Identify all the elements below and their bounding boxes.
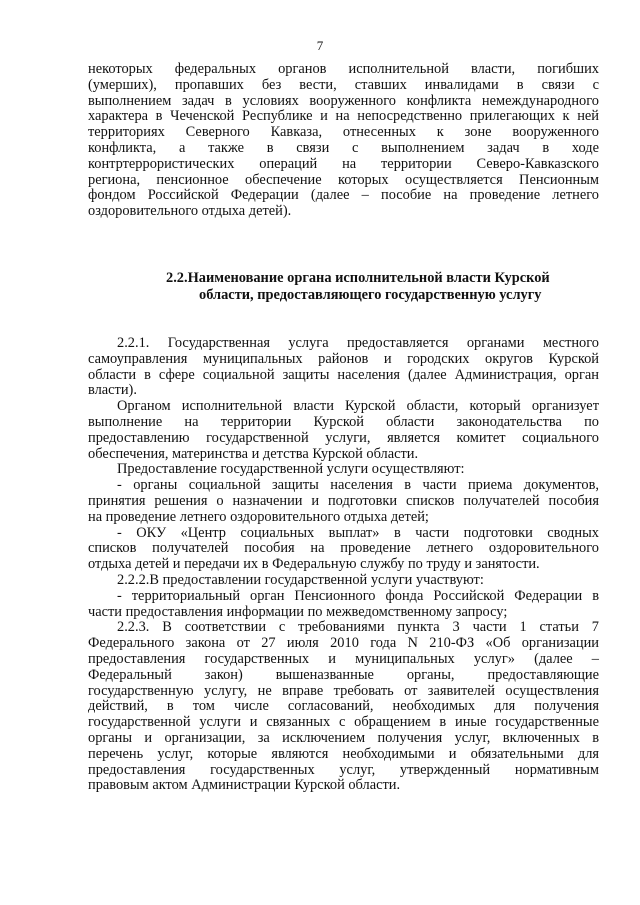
text-line: - органы социальной защиты населения в части приема документов, (117, 477, 599, 494)
text-line: перечень услуг, которые являются необходимыми и обязательными для (88, 745, 599, 762)
text-line: органы и организации, за исключением получения услуг, включенных в (88, 729, 599, 746)
text-line: государственной услуги и связанных с обращением в иные государственные (88, 714, 599, 731)
text-line: Федеральный закон) вышеназванные органы, предоставляющие (88, 666, 599, 683)
page-number: 7 (316, 38, 324, 53)
text-line: правовым актом Администрации Курской области. (88, 777, 401, 794)
text-line: контртеррористических операций на территории Северо-Кавказского (88, 155, 599, 172)
text-line: предоставления государственных и муниципальных услуг» (далее – (88, 650, 599, 667)
text-line: (умерших), пропавших без вести, ставших инвалидами в связи с (88, 76, 599, 93)
text-line: оздоровительного отдыха детей). (88, 203, 292, 220)
text-line: отдыха детей и передачи их в Федеральную службу по труду и занятости. (88, 556, 540, 573)
text-line: 2.2.2.В предоставлении государственной услуги участвуют: (117, 571, 484, 588)
text-line: 2.2.3. В соответствии с требованиями пункта 3 части 1 статьи 7 (117, 619, 599, 636)
text-line: Федерального закона от 27 июля 2010 года N 210-ФЗ «Об организации (88, 635, 599, 652)
continuation-paragraph (88, 62, 599, 220)
heading-line: 2.2.Наименование органа исполнительной власти Курской (166, 270, 550, 286)
text-line: территориях Северного Кавказа, отнесенных к зоне вооруженного (88, 124, 599, 141)
text-line: действий, в том числе согласований, необходимых для получения (88, 698, 599, 715)
text-line: на проведение летнего оздоровительного отдыха детей; (88, 508, 429, 525)
text-line: региона, пенсионное обеспечение которых осуществляется Пенсионным (88, 171, 599, 188)
section-body (88, 336, 599, 794)
text-line: конфликта, а также в связи с выполнением задач в ходе (88, 139, 599, 156)
text-line: - ОКУ «Центр социальных выплат» в части подготовки сводных (117, 524, 599, 541)
text-line: фондом Российской Федерации (далее – пособие на проведение летнего (88, 187, 599, 204)
text-line: части предоставления информации по межведомственному запросу; (88, 603, 508, 620)
heading-line: области, предоставляющего государственную услугу (199, 287, 542, 303)
text-line: характера в Чеченской Республике и на непосредственно прилегающих к ней (88, 108, 599, 125)
text-line: Предоставление государственной услуги осуществляют: (117, 461, 465, 478)
text-line: - территориальный орган Пенсионного фонда Российской Федерации в (117, 587, 599, 604)
text-line: предоставления государственных услуг, утвержденный нормативным (88, 761, 599, 778)
text-line: Органом исполнительной власти Курской области, который организует (117, 398, 599, 415)
text-line: выполнение на территории Курской области законодательства по (88, 413, 599, 430)
text-line: принятия решения о назначении и подготовки списков получателей пособия (88, 492, 599, 509)
text-line: самоуправления муниципальных районов и городских округов Курской (88, 350, 599, 367)
text-line: власти). (88, 382, 137, 399)
text-line: некоторых федеральных органов исполнительной власти, погибших (88, 61, 599, 77)
text-line: государственную услугу, не вправе требовать от заявителей осуществления (88, 682, 599, 699)
text-line: списков получателей пособия на проведение летнего оздоровительного (88, 540, 599, 557)
text-line: области в сфере социальной защиты населения (далее Администрация, орган (88, 366, 599, 383)
text-line: выполнением задач в условиях вооруженного конфликта немеждународного (88, 92, 599, 109)
text-line: предоставлению государственной услуги, является комитет социального (88, 429, 599, 446)
text-line: обеспечения, материнства и детства Курской области. (88, 445, 419, 462)
text-line: 2.2.1. Государственная услуга предоставляется органами местного (117, 335, 599, 351)
section-heading (88, 270, 599, 304)
